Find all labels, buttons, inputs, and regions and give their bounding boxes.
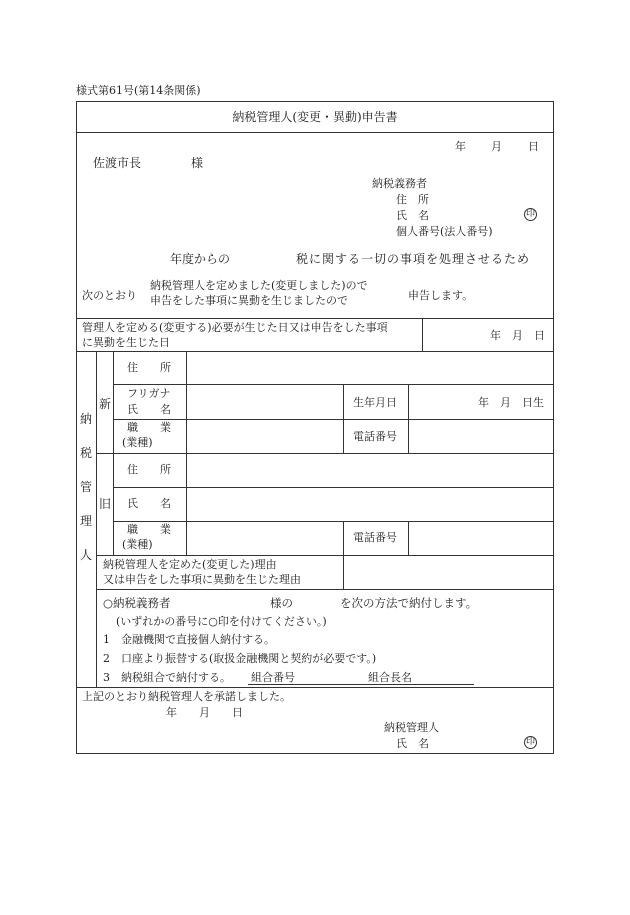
tax-matters-text: 税に関する一切の事項を処理させるため <box>296 252 531 266</box>
side-label-char: 理 <box>80 514 93 528</box>
new-birthdate-label: 生年月日 <box>353 396 397 409</box>
reason-option-appoint: 納税管理人を定めました(変更しました)ので <box>150 279 368 292</box>
old-occupation-label: 職 業 <box>127 523 171 536</box>
addressee-honorific: 様 <box>191 156 204 170</box>
new-occupation-label: 職 業 <box>127 421 171 434</box>
seal-icon: 印 <box>525 209 535 219</box>
payment-option-union: 3 納税組合で納付する。 <box>103 671 231 684</box>
side-label-char: 納 <box>80 412 93 426</box>
form-title: 納税管理人(変更・異動)申告書 <box>232 110 398 124</box>
payment-honorific: 様の <box>270 596 293 610</box>
side-label-char: 管 <box>80 480 93 494</box>
old-phone-label: 電話番号 <box>353 531 397 544</box>
fiscal-year-from: 年度からの <box>170 252 231 266</box>
declare-text: 申告します。 <box>408 289 474 302</box>
old-address-label: 住 所 <box>127 463 171 476</box>
row-divider <box>113 384 554 385</box>
col-divider <box>408 521 409 555</box>
addressee: 佐渡市長 <box>93 156 142 170</box>
payment-option-transfer: 2 口座より振替する(取扱金融機関と契約が必要です。) <box>103 652 377 665</box>
payment-instruction: (いずれかの番号に○印を付けてください。) <box>116 615 327 628</box>
as-follows-label: 次のとおり <box>82 289 137 302</box>
side-label-char: 税 <box>80 446 93 460</box>
row-divider <box>96 589 554 590</box>
need-date-label: 管理人を定める(変更する)必要が生じた日又は申告をした事項 <box>82 321 388 334</box>
col-divider <box>186 351 187 555</box>
taxpayer-address-label: 住 所 <box>396 193 429 206</box>
new-furigana-label: フリガナ <box>127 387 171 400</box>
taxpayer-name-label: 氏 名 <box>396 209 429 222</box>
date-month-label: 月 <box>491 140 502 153</box>
taxpayer-number-label: 個人番号(法人番号) <box>396 225 493 238</box>
new-birthdate-value: 年 月 日生 <box>478 396 544 409</box>
new-manager-label: 新 <box>99 397 112 411</box>
form-number: 様式第61号(第14条関係) <box>76 84 201 97</box>
acceptance-text: 上記のとおり納税管理人を承諾しました。 <box>82 690 291 703</box>
change-reason-label: 納税管理人を定めた(変更した)理由 <box>103 558 277 571</box>
date-day-label: 日 <box>528 140 539 153</box>
reason-option-change: 申告をした事項に異動を生じましたので <box>150 294 348 307</box>
new-address-label: 住 所 <box>127 361 171 374</box>
old-manager-label: 旧 <box>99 497 112 511</box>
seal-icon: 印 <box>525 737 535 747</box>
side-label-char: 人 <box>80 548 93 562</box>
union-number-label: 組合番号 <box>251 671 295 684</box>
row-divider <box>96 453 554 454</box>
date-row-divider <box>76 351 554 352</box>
col-divider <box>343 521 344 589</box>
need-date-value: 年 月 日 <box>490 329 545 342</box>
old-industry-label: (業種) <box>122 538 153 551</box>
acceptance-divider <box>76 687 554 688</box>
payment-option-direct: 1 金融機関で直接個人納付する。 <box>103 633 275 646</box>
payment-taxpayer-label: ○納税義務者 <box>103 596 171 610</box>
col-divider <box>343 384 344 453</box>
change-reason-label-cont: 又は申告をした事項に異動を生じた理由 <box>103 573 301 586</box>
col-divider <box>96 351 97 687</box>
union-underline <box>248 684 474 685</box>
row-divider <box>113 521 554 522</box>
acceptance-name-label: 氏 名 <box>396 737 429 750</box>
date-year-label: 年 <box>455 140 466 153</box>
declaration-divider <box>76 318 554 319</box>
taxpayer-label: 納税義務者 <box>372 177 427 190</box>
new-phone-label: 電話番号 <box>353 430 397 443</box>
old-name-label: 氏 名 <box>127 497 171 510</box>
title-divider <box>76 132 554 133</box>
col-divider <box>422 318 423 351</box>
row-divider <box>96 555 554 556</box>
row-divider <box>113 419 554 420</box>
acceptance-role: 納税管理人 <box>384 721 439 734</box>
col-divider <box>113 351 114 555</box>
acceptance-date: 年 月 日 <box>166 706 243 719</box>
row-divider <box>113 487 554 488</box>
union-head-label: 組合長名 <box>368 671 412 684</box>
col-divider <box>408 384 409 453</box>
need-date-label-cont: に異動を生じた日 <box>82 336 170 349</box>
payment-method-text: を次の方法で納付します。 <box>340 596 478 610</box>
new-name-label: 氏 名 <box>127 403 171 416</box>
new-industry-label: (業種) <box>122 436 153 449</box>
